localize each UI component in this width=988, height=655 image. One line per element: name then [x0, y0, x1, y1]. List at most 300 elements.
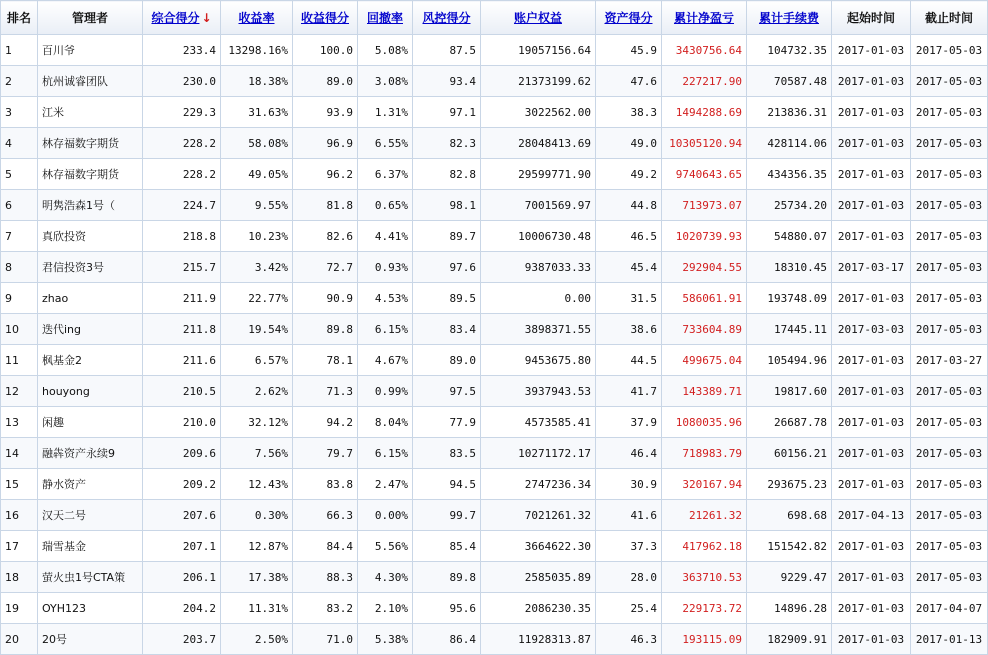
- start-date-cell: 2017-01-03: [832, 593, 911, 624]
- return-rate-cell: 12.87%: [221, 531, 293, 562]
- score-cell: 211.9: [143, 283, 221, 314]
- table-row: [1, 283, 988, 314]
- rank-cell: 7: [1, 221, 38, 252]
- header-drawdown[interactable]: [358, 1, 413, 35]
- cum-fee-cell: 60156.21: [747, 438, 832, 469]
- return-rate-cell: 32.12%: [221, 407, 293, 438]
- table-row: [1, 221, 988, 252]
- table-row: [1, 97, 988, 128]
- return-rate-cell: 0.30%: [221, 500, 293, 531]
- manager-cell: houyong: [38, 376, 143, 407]
- equity-cell: 10006730.48: [481, 221, 596, 252]
- return-rate-cell: 13298.16%: [221, 35, 293, 66]
- table-row: [1, 252, 988, 283]
- asset-score-cell: 31.5: [596, 283, 662, 314]
- drawdown-cell: 0.93%: [358, 252, 413, 283]
- header-end: 截止时间: [911, 1, 988, 35]
- risk-score-cell: 98.1: [413, 190, 481, 221]
- start-date-cell: 2017-03-17: [832, 252, 911, 283]
- header-rank: 排名: [1, 1, 38, 35]
- start-date-cell: 2017-01-03: [832, 624, 911, 655]
- cum-fee-cell: 104732.35: [747, 35, 832, 66]
- sort-link-equity[interactable]: 账户权益: [513, 11, 562, 25]
- cum-fee-cell: 54880.07: [747, 221, 832, 252]
- table-row: [1, 407, 988, 438]
- risk-score-cell: 82.8: [413, 159, 481, 190]
- cum-fee-cell: 434356.35: [747, 159, 832, 190]
- manager-cell: 静水资产: [38, 469, 143, 500]
- asset-score-cell: 28.0: [596, 562, 662, 593]
- asset-score-cell: 38.6: [596, 314, 662, 345]
- sort-link-score[interactable]: 综合得分: [151, 11, 200, 25]
- manager-cell: 林存福数字期货: [38, 128, 143, 159]
- drawdown-cell: 8.04%: [358, 407, 413, 438]
- score-cell: 206.1: [143, 562, 221, 593]
- end-date-cell: 2017-05-03: [911, 190, 988, 221]
- manager-cell: 真欣投资: [38, 221, 143, 252]
- sort-link-cum-pnl[interactable]: 累计净盈亏: [673, 11, 734, 25]
- equity-cell: 0.00: [481, 283, 596, 314]
- cum-fee-cell: 698.68: [747, 500, 832, 531]
- header-cum-pnl[interactable]: [662, 1, 747, 35]
- rank-cell: 20: [1, 624, 38, 655]
- sort-link-return-rate[interactable]: 收益率: [238, 11, 275, 25]
- rank-cell: 9: [1, 283, 38, 314]
- equity-cell: 3937943.53: [481, 376, 596, 407]
- sort-desc-icon[interactable]: ↓: [201, 11, 212, 25]
- table-row: [1, 593, 988, 624]
- table-row: [1, 562, 988, 593]
- cum-pnl-cell: 10305120.94: [662, 128, 747, 159]
- score-cell: 218.8: [143, 221, 221, 252]
- table-row: [1, 128, 988, 159]
- return-rate-cell: 9.55%: [221, 190, 293, 221]
- rank-cell: 17: [1, 531, 38, 562]
- risk-score-cell: 97.6: [413, 252, 481, 283]
- drawdown-cell: 5.56%: [358, 531, 413, 562]
- end-date-cell: 2017-05-03: [911, 159, 988, 190]
- rank-cell: 5: [1, 159, 38, 190]
- end-date-cell: 2017-05-03: [911, 97, 988, 128]
- return-rate-cell: 31.63%: [221, 97, 293, 128]
- end-date-cell: 2017-05-03: [911, 500, 988, 531]
- return-score-cell: 66.3: [293, 500, 358, 531]
- return-rate-cell: 11.31%: [221, 593, 293, 624]
- risk-score-cell: 86.4: [413, 624, 481, 655]
- table-body: [1, 35, 988, 655]
- start-date-cell: 2017-01-03: [832, 221, 911, 252]
- cum-fee-cell: 213836.31: [747, 97, 832, 128]
- manager-cell: 萤火虫1号CTA策: [38, 562, 143, 593]
- asset-score-cell: 41.7: [596, 376, 662, 407]
- score-cell: 209.6: [143, 438, 221, 469]
- rank-cell: 3: [1, 97, 38, 128]
- return-score-cell: 83.2: [293, 593, 358, 624]
- score-cell: 224.7: [143, 190, 221, 221]
- header-risk-score[interactable]: [413, 1, 481, 35]
- asset-score-cell: 38.3: [596, 97, 662, 128]
- risk-score-cell: 89.5: [413, 283, 481, 314]
- end-date-cell: 2017-05-03: [911, 314, 988, 345]
- rank-cell: 2: [1, 66, 38, 97]
- asset-score-cell: 25.4: [596, 593, 662, 624]
- drawdown-cell: 2.10%: [358, 593, 413, 624]
- cum-fee-cell: 18310.45: [747, 252, 832, 283]
- cum-fee-cell: 151542.82: [747, 531, 832, 562]
- cum-pnl-cell: 713973.07: [662, 190, 747, 221]
- start-date-cell: 2017-01-03: [832, 531, 911, 562]
- manager-cell: 江米: [38, 97, 143, 128]
- asset-score-cell: 45.4: [596, 252, 662, 283]
- drawdown-cell: 5.08%: [358, 35, 413, 66]
- drawdown-cell: 4.67%: [358, 345, 413, 376]
- start-date-cell: 2017-01-03: [832, 190, 911, 221]
- return-score-cell: 83.8: [293, 469, 358, 500]
- cum-fee-cell: 193748.09: [747, 283, 832, 314]
- cum-pnl-cell: 733604.89: [662, 314, 747, 345]
- risk-score-cell: 83.5: [413, 438, 481, 469]
- return-score-cell: 81.8: [293, 190, 358, 221]
- manager-cell: 瑞雪基金: [38, 531, 143, 562]
- drawdown-cell: 5.38%: [358, 624, 413, 655]
- return-rate-cell: 3.42%: [221, 252, 293, 283]
- cum-pnl-cell: 363710.53: [662, 562, 747, 593]
- score-cell: 209.2: [143, 469, 221, 500]
- score-cell: 211.6: [143, 345, 221, 376]
- asset-score-cell: 45.9: [596, 35, 662, 66]
- return-score-cell: 79.7: [293, 438, 358, 469]
- return-rate-cell: 10.23%: [221, 221, 293, 252]
- rank-cell: 16: [1, 500, 38, 531]
- risk-score-cell: 87.5: [413, 35, 481, 66]
- asset-score-cell: 47.6: [596, 66, 662, 97]
- end-date-cell: 2017-05-03: [911, 531, 988, 562]
- risk-score-cell: 94.5: [413, 469, 481, 500]
- return-score-cell: 90.9: [293, 283, 358, 314]
- end-date-cell: 2017-05-03: [911, 128, 988, 159]
- end-date-cell: 2017-05-03: [911, 66, 988, 97]
- score-cell: 228.2: [143, 159, 221, 190]
- drawdown-cell: 6.37%: [358, 159, 413, 190]
- cum-pnl-cell: 9740643.65: [662, 159, 747, 190]
- equity-cell: 3022562.00: [481, 97, 596, 128]
- equity-cell: 11928313.87: [481, 624, 596, 655]
- asset-score-cell: 44.5: [596, 345, 662, 376]
- asset-score-cell: 30.9: [596, 469, 662, 500]
- end-date-cell: 2017-04-07: [911, 593, 988, 624]
- manager-cell: 杭州诚睿团队: [38, 66, 143, 97]
- cum-fee-cell: 105494.96: [747, 345, 832, 376]
- header-asset-score[interactable]: [596, 1, 662, 35]
- risk-score-cell: 89.0: [413, 345, 481, 376]
- rank-cell: 15: [1, 469, 38, 500]
- return-rate-cell: 12.43%: [221, 469, 293, 500]
- equity-cell: 3664622.30: [481, 531, 596, 562]
- table-header: [1, 1, 988, 35]
- equity-cell: 29599771.90: [481, 159, 596, 190]
- end-date-cell: 2017-03-27: [911, 345, 988, 376]
- score-cell: 207.6: [143, 500, 221, 531]
- header-manager: 管理者: [38, 1, 143, 35]
- table-row: [1, 314, 988, 345]
- asset-score-cell: 46.4: [596, 438, 662, 469]
- drawdown-cell: 0.99%: [358, 376, 413, 407]
- cum-fee-cell: 25734.20: [747, 190, 832, 221]
- header-return-rate[interactable]: [221, 1, 293, 35]
- table-row: [1, 190, 988, 221]
- sort-link-return-score[interactable]: 收益得分: [300, 11, 349, 25]
- drawdown-cell: 0.65%: [358, 190, 413, 221]
- equity-cell: 7021261.32: [481, 500, 596, 531]
- table-row: [1, 376, 988, 407]
- sort-link-risk-score[interactable]: 风控得分: [422, 11, 471, 25]
- cum-pnl-cell: 417962.18: [662, 531, 747, 562]
- equity-cell: 7001569.97: [481, 190, 596, 221]
- table-row: [1, 66, 988, 97]
- start-date-cell: 2017-01-03: [832, 283, 911, 314]
- end-date-cell: 2017-05-03: [911, 469, 988, 500]
- end-date-cell: 2017-05-03: [911, 376, 988, 407]
- cum-pnl-cell: 3430756.64: [662, 35, 747, 66]
- sort-link-drawdown[interactable]: 回撤率: [366, 11, 403, 25]
- risk-score-cell: 93.4: [413, 66, 481, 97]
- header-score[interactable]: [143, 1, 221, 35]
- cum-fee-cell: 17445.11: [747, 314, 832, 345]
- drawdown-cell: 4.30%: [358, 562, 413, 593]
- score-cell: 233.4: [143, 35, 221, 66]
- asset-score-cell: 37.3: [596, 531, 662, 562]
- score-cell: 204.2: [143, 593, 221, 624]
- start-date-cell: 2017-01-03: [832, 66, 911, 97]
- table-row: [1, 159, 988, 190]
- equity-cell: 9453675.80: [481, 345, 596, 376]
- manager-cell: OYH123: [38, 593, 143, 624]
- return-score-cell: 72.7: [293, 252, 358, 283]
- score-cell: 210.0: [143, 407, 221, 438]
- asset-score-cell: 41.6: [596, 500, 662, 531]
- score-cell: 203.7: [143, 624, 221, 655]
- manager-cell: 林存福数字期货: [38, 159, 143, 190]
- cum-fee-cell: 428114.06: [747, 128, 832, 159]
- score-cell: 210.5: [143, 376, 221, 407]
- equity-cell: 28048413.69: [481, 128, 596, 159]
- rank-cell: 6: [1, 190, 38, 221]
- return-rate-cell: 18.38%: [221, 66, 293, 97]
- manager-cell: 枫基金2: [38, 345, 143, 376]
- asset-score-cell: 46.5: [596, 221, 662, 252]
- rank-cell: 10: [1, 314, 38, 345]
- cum-pnl-cell: 143389.71: [662, 376, 747, 407]
- return-rate-cell: 2.62%: [221, 376, 293, 407]
- return-rate-cell: 19.54%: [221, 314, 293, 345]
- return-score-cell: 94.2: [293, 407, 358, 438]
- rank-cell: 1: [1, 35, 38, 66]
- return-rate-cell: 22.77%: [221, 283, 293, 314]
- end-date-cell: 2017-05-03: [911, 407, 988, 438]
- score-cell: 228.2: [143, 128, 221, 159]
- cum-fee-cell: 26687.78: [747, 407, 832, 438]
- end-date-cell: 2017-05-03: [911, 221, 988, 252]
- table-row: [1, 624, 988, 655]
- return-score-cell: 78.1: [293, 345, 358, 376]
- equity-cell: 2585035.89: [481, 562, 596, 593]
- rank-cell: 4: [1, 128, 38, 159]
- table-row: [1, 35, 988, 66]
- return-rate-cell: 49.05%: [221, 159, 293, 190]
- return-score-cell: 96.9: [293, 128, 358, 159]
- risk-score-cell: 82.3: [413, 128, 481, 159]
- rank-cell: 13: [1, 407, 38, 438]
- start-date-cell: 2017-03-03: [832, 314, 911, 345]
- start-date-cell: 2017-01-03: [832, 438, 911, 469]
- score-cell: 207.1: [143, 531, 221, 562]
- equity-cell: 4573585.41: [481, 407, 596, 438]
- cum-pnl-cell: 1080035.96: [662, 407, 747, 438]
- score-cell: 215.7: [143, 252, 221, 283]
- end-date-cell: 2017-05-03: [911, 438, 988, 469]
- cum-pnl-cell: 718983.79: [662, 438, 747, 469]
- equity-cell: 10271172.17: [481, 438, 596, 469]
- manager-cell: 20号: [38, 624, 143, 655]
- header-row: [1, 1, 988, 35]
- manager-cell: 君信投资3号: [38, 252, 143, 283]
- manager-cell: 迭代ing: [38, 314, 143, 345]
- equity-cell: 21373199.62: [481, 66, 596, 97]
- risk-score-cell: 89.8: [413, 562, 481, 593]
- asset-score-cell: 49.2: [596, 159, 662, 190]
- drawdown-cell: 6.15%: [358, 314, 413, 345]
- table-row: [1, 531, 988, 562]
- score-cell: 229.3: [143, 97, 221, 128]
- equity-cell: 2747236.34: [481, 469, 596, 500]
- return-rate-cell: 7.56%: [221, 438, 293, 469]
- return-score-cell: 100.0: [293, 35, 358, 66]
- start-date-cell: 2017-04-13: [832, 500, 911, 531]
- sort-link-cum-fee[interactable]: 累计手续费: [758, 11, 819, 25]
- start-date-cell: 2017-01-03: [832, 562, 911, 593]
- end-date-cell: 2017-05-03: [911, 562, 988, 593]
- asset-score-cell: 46.3: [596, 624, 662, 655]
- manager-cell: zhao: [38, 283, 143, 314]
- risk-score-cell: 97.1: [413, 97, 481, 128]
- header-start: 起始时间: [832, 1, 911, 35]
- equity-cell: 19057156.64: [481, 35, 596, 66]
- rank-cell: 19: [1, 593, 38, 624]
- header-cum-fee[interactable]: [747, 1, 832, 35]
- drawdown-cell: 6.15%: [358, 438, 413, 469]
- end-date-cell: 2017-05-03: [911, 252, 988, 283]
- cum-pnl-cell: 227217.90: [662, 66, 747, 97]
- table-row: [1, 438, 988, 469]
- drawdown-cell: 0.00%: [358, 500, 413, 531]
- equity-cell: 3898371.55: [481, 314, 596, 345]
- return-rate-cell: 58.08%: [221, 128, 293, 159]
- cum-pnl-cell: 193115.09: [662, 624, 747, 655]
- end-date-cell: 2017-01-13: [911, 624, 988, 655]
- drawdown-cell: 1.31%: [358, 97, 413, 128]
- return-score-cell: 96.2: [293, 159, 358, 190]
- risk-score-cell: 85.4: [413, 531, 481, 562]
- start-date-cell: 2017-01-03: [832, 376, 911, 407]
- return-rate-cell: 17.38%: [221, 562, 293, 593]
- start-date-cell: 2017-01-03: [832, 128, 911, 159]
- start-date-cell: 2017-01-03: [832, 469, 911, 500]
- return-score-cell: 84.4: [293, 531, 358, 562]
- drawdown-cell: 4.41%: [358, 221, 413, 252]
- table-row: [1, 345, 988, 376]
- return-rate-cell: 2.50%: [221, 624, 293, 655]
- cum-fee-cell: 14896.28: [747, 593, 832, 624]
- sort-link-asset-score[interactable]: 资产得分: [604, 11, 653, 25]
- risk-score-cell: 99.7: [413, 500, 481, 531]
- cum-fee-cell: 19817.60: [747, 376, 832, 407]
- return-score-cell: 89.0: [293, 66, 358, 97]
- rank-cell: 18: [1, 562, 38, 593]
- manager-cell: 汉天二号: [38, 500, 143, 531]
- return-score-cell: 89.8: [293, 314, 358, 345]
- end-date-cell: 2017-05-03: [911, 283, 988, 314]
- risk-score-cell: 77.9: [413, 407, 481, 438]
- drawdown-cell: 3.08%: [358, 66, 413, 97]
- score-cell: 211.8: [143, 314, 221, 345]
- cum-pnl-cell: 229173.72: [662, 593, 747, 624]
- manager-cell: 百川爷: [38, 35, 143, 66]
- start-date-cell: 2017-01-03: [832, 97, 911, 128]
- risk-score-cell: 95.6: [413, 593, 481, 624]
- cum-pnl-cell: 1494288.69: [662, 97, 747, 128]
- drawdown-cell: 4.53%: [358, 283, 413, 314]
- start-date-cell: 2017-01-03: [832, 345, 911, 376]
- asset-score-cell: 37.9: [596, 407, 662, 438]
- end-date-cell: 2017-05-03: [911, 35, 988, 66]
- table-row: [1, 469, 988, 500]
- cum-pnl-cell: 320167.94: [662, 469, 747, 500]
- cum-fee-cell: 182909.91: [747, 624, 832, 655]
- return-score-cell: 71.0: [293, 624, 358, 655]
- cum-pnl-cell: 586061.91: [662, 283, 747, 314]
- rank-cell: 14: [1, 438, 38, 469]
- start-date-cell: 2017-01-03: [832, 407, 911, 438]
- equity-cell: 9387033.33: [481, 252, 596, 283]
- manager-cell: 明隽浩森1号（: [38, 190, 143, 221]
- return-score-cell: 93.9: [293, 97, 358, 128]
- cum-pnl-cell: 21261.32: [662, 500, 747, 531]
- asset-score-cell: 44.8: [596, 190, 662, 221]
- cum-pnl-cell: 1020739.93: [662, 221, 747, 252]
- score-cell: 230.0: [143, 66, 221, 97]
- equity-cell: 2086230.35: [481, 593, 596, 624]
- cum-fee-cell: 70587.48: [747, 66, 832, 97]
- rank-cell: 11: [1, 345, 38, 376]
- return-rate-cell: 6.57%: [221, 345, 293, 376]
- rank-cell: 8: [1, 252, 38, 283]
- risk-score-cell: 97.5: [413, 376, 481, 407]
- start-date-cell: 2017-01-03: [832, 159, 911, 190]
- rank-cell: 12: [1, 376, 38, 407]
- start-date-cell: 2017-01-03: [832, 35, 911, 66]
- header-return-score[interactable]: [293, 1, 358, 35]
- table-row: [1, 500, 988, 531]
- risk-score-cell: 83.4: [413, 314, 481, 345]
- asset-score-cell: 49.0: [596, 128, 662, 159]
- drawdown-cell: 6.55%: [358, 128, 413, 159]
- return-score-cell: 71.3: [293, 376, 358, 407]
- header-equity[interactable]: [481, 1, 596, 35]
- drawdown-cell: 2.47%: [358, 469, 413, 500]
- cum-fee-cell: 293675.23: [747, 469, 832, 500]
- manager-cell: 融犇资产永续9: [38, 438, 143, 469]
- risk-score-cell: 89.7: [413, 221, 481, 252]
